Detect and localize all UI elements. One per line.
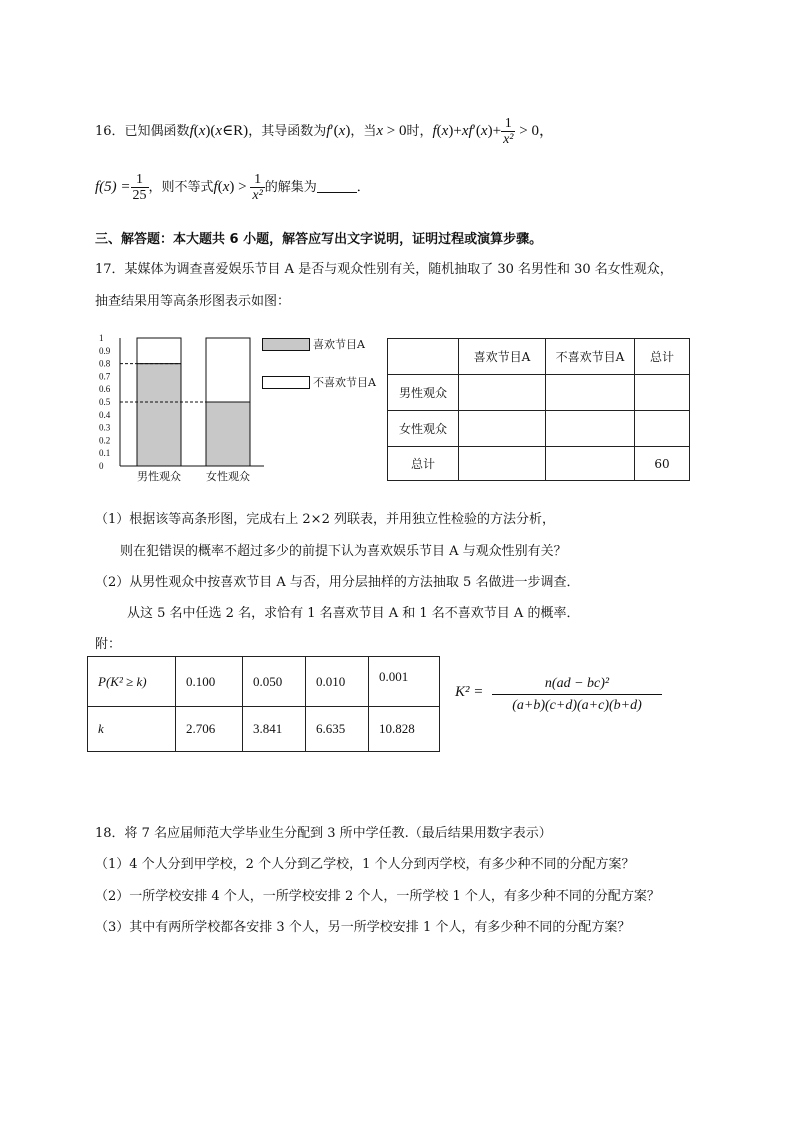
q18-line0: 18．将 7 名应届师范大学毕业生分配到 3 所中学任教.（最后结果用数字表示） [95,826,552,841]
formula-fraction [492,676,662,714]
kt-cell: 3.841 [243,707,306,752]
k-critical-table [87,656,440,752]
ct-cell [635,375,690,411]
ct-header: 喜欢节目A [459,339,546,375]
ct-cell [459,411,546,447]
kt-cell: 0.100 [176,657,243,707]
ct-row-label: 男性观众 [388,375,459,411]
q17-line1: 17．某媒体为调查喜爱娱乐节目 A 是否与观众性别有关，随机抽取了 30 名男性和 30 名女性观众， [95,262,673,277]
ct-cell: 60 [635,447,690,481]
ct-row-label: 总计 [388,447,459,481]
answer-blank [317,180,357,193]
q17-line2: 抽查结果用等高条形图表示如图： [95,294,291,309]
q17-sub1a: （1）根据该等高条形图，完成右上 2×2 列联表，并用独立性检验的方法分析， [95,512,555,527]
ct-header: 不喜欢节目A [546,339,635,375]
kt-cell: k [88,707,176,752]
ct-cell [546,375,635,411]
ct-cell [459,447,546,481]
bar-like [206,402,250,466]
bar-dislike [206,338,250,402]
legend-like-label: 喜欢节目A [313,338,365,351]
q16-line1: 16．已知偶函数f(x)(x∈R)，其导函数为f′(x)，当x > 0时，f(x)+xf′(x)+ $\frac{1}{\text{x²}}$ > 0， [95,116,554,147]
legend-dislike-swatch [262,376,310,389]
y-tick-label: 1 [99,333,104,343]
kt-cell: 6.635 [306,707,369,752]
x-category-label: 女性观众 [206,470,250,483]
kt-cell: 0.001 [369,657,440,707]
ct-cell [546,447,635,481]
formula-denominator: (a+b)(c+d)(a+c)(b+d) [512,698,642,713]
y-tick-label: 0.2 [99,435,111,446]
y-tick-label: 0.6 [99,384,111,395]
kt-cell: 2.706 [176,707,243,752]
kt-cell: 10.828 [369,707,440,752]
kt-cell: P(K² ≥ k) [88,657,176,707]
kt-cell: 0.010 [306,657,369,707]
y-tick-label: 0.1 [99,448,111,459]
q16-cond-fraction: $\frac{1}{\text{x²}}$ [503,116,514,147]
y-tick-label: 0.5 [99,397,111,407]
bar-dislike [137,338,181,364]
y-tick-label: 0.3 [99,422,111,433]
contingency-table [387,338,690,481]
ct-cell [459,375,546,411]
y-tick-label: 0.9 [99,345,111,356]
q17-sub2a: （2）从男性观众中按喜欢节目 A 与否，用分层抽样的方法抽取 5 名做进一步调查． [95,575,580,590]
ct-cell [635,411,690,447]
stacked-bar-chart [95,328,375,488]
q17-sub1b: 则在犯错误的概率不超过多少的前提下认为喜欢娱乐节目 A 与观众性别有关？ [120,544,567,559]
q18-sub1: （1）4 个人分到甲学校，2 个人分到乙学校，1 个人分到丙学校，有多少种不同的分配方案？ [95,857,635,872]
y-tick-label: 0 [99,461,104,471]
y-tick-label: 0.4 [99,409,111,420]
ct-cell [546,411,635,447]
formula-numerator: n(ad − bc)² [492,676,662,695]
q16-line2: f(5) = $\frac{1}{25}$ ，则不等式f(x) > $\frac{1}{\text{x²}}$ 的解集为 ． [95,172,370,203]
q16-f5-fraction: $\frac{1}{25}$ [132,172,147,203]
kt-cell: 0.050 [243,657,306,707]
section3-heading: 三、解答题：本大题共 6 小题，解答应写出文字说明，证明过程或演算步骤。 [95,232,543,247]
appendix-label: 附： [95,637,122,652]
q18-sub3: （3）其中有两所学校都各安排 3 个人，另一所学校安排 1 个人，有多少种不同的分配方案？ [95,920,631,935]
y-tick-label: 0.8 [99,358,111,369]
bar-like [137,364,181,466]
ct-row-label: 女性观众 [388,411,459,447]
y-tick-label: 0.7 [99,371,111,382]
q17-sub2b: 从这 5 名中任选 2 名，求恰有 1 名喜欢节目 A 和 1 名不喜欢节目 A 的概率． [127,606,580,621]
q18-sub2: （2）一所学校安排 4 个人，一所学校安排 2 个人，一所学校 1 个人，有多少种不同的分配方案？ [95,889,660,904]
formula-lhs: K² = [455,684,484,700]
legend-dislike-label: 不喜欢节目A [313,376,376,389]
legend-like-swatch [262,338,310,351]
ct-header: 总计 [635,339,690,375]
q16-ineq-fraction: $\frac{1}{\text{x²}}$ [252,172,263,203]
x-category-label: 男性观众 [137,470,181,483]
ct-header-empty [388,339,459,375]
